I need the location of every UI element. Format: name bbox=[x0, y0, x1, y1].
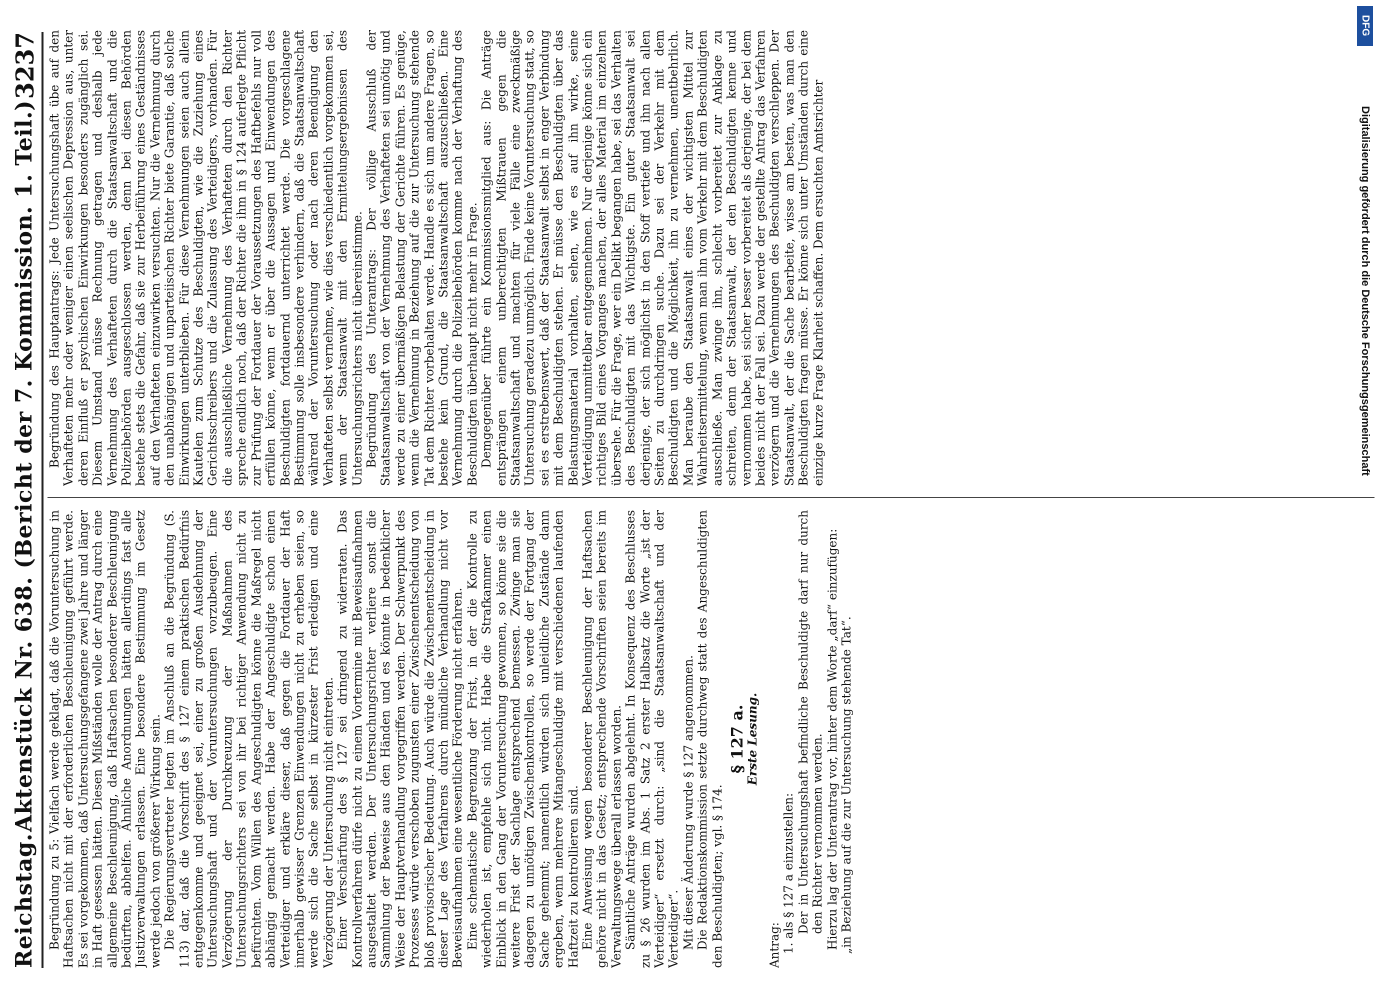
paragraph: Die Redaktionskommission setzte durchweg statt des Angeschuldigten den Beschuldigten; vgl. § 174. bbox=[695, 510, 725, 968]
paragraph: Der in Untersuchungshaft befindliche Beschuldigte darf nur durch den Richter vernommen werden. bbox=[796, 510, 825, 934]
paragraph: Sämtliche Anträge wurden abgelehnt. In Konsequenz des Beschlusses zu § 26 wurden im Abs. 1 Satz 2 erster Halbsatz die Worte „ist der Verteidiger“ ersetzt durch: „sind die Staatsanwaltschaft und der Verteidiger“. bbox=[623, 510, 681, 968]
paragraph: Einer Verschärfung des § 127 sei dringend zu widerraten. Das Kontrollverfahren dürfe nicht zu einem Vortermine mit Beweisaufnahmen ausgestaltet werden. Der Untersuchungsrichter verliere sonst die Sammlung der Beweise aus den Händen und es könnte in bedenklicher Weise der Hauptverhandlung vorgegriffen werden. Der Schwerpunkt des Prozesses würde verschoben zugunsten einer Zwischenentscheidung von bloß provisorischer Bedeutung. Auch würde die Zwischenentscheidung in dieser Lage des Verfahrens durch mündliche Verhandlung nicht vor Beweisaufnahmen eine wesentliche Förderung nicht erfahren. bbox=[335, 510, 465, 968]
paragraph: Mit dieser Änderung wurde § 127 angenommen. bbox=[681, 655, 696, 950]
right-column bbox=[48, 30, 1375, 486]
paragraph: Die Regierungsvertreter legten im Anschluß an die Begründung (S. 113) dar, daß die Vorschrift des § 127 einem praktischen Bedürfnis entgegenkomme und geeignet sei, einer zu großen Ausdehnung der Untersuchungshaft und der Voruntersuchungen vorzubeugen. Eine Verzögerung der Durchkreuzung der Maßnahmen des Untersuchungsrichters sei von ihr bei richtiger Anwendung nicht zu befürchten. Vom Willen des Angeschuldigten könne die Maßregel nicht abhängig gemacht werden. Habe der Angeschuldigte schon einen Verteidiger und erkläre dieser, daß gegen die Fortdauer der Haft innerhalb gewisser Grenzen Einwendungen nicht zu erheben seien, so werde sich die Sache selbst in kürzester Frist erledigen und eine Verzögerung der Untersuchung nicht eintreten. bbox=[162, 510, 336, 968]
dfg-logo: DFG bbox=[1357, 6, 1373, 46]
paragraph: 1. als § 127 a einzustellen: bbox=[781, 792, 796, 954]
running-header bbox=[8, 32, 44, 968]
page-number: 3237 bbox=[10, 32, 39, 99]
digitization-text: Digitalisierung gefördert durch die Deutsche Forschungsgemeinschaft bbox=[1359, 106, 1371, 476]
paragraph: Begründung des Hauptantrags: Jede Untersuchungshaft übe auf den Verhafteten mehr oder weniger einen seelischen Depression aus, unter deren Einfluß er psychischen Einwirkungen besonders zugänglich sei. Diesem Umstand müsse Rechnung getragen und deshalb jede Vernehmung des Verhafteten durch die Staatsanwaltschaft und die Polizeibehörden ausgeschlossen werden, denn bei diesen Behörden bestehe stets die Gefahr, daß sie zur Herbeiführung eines Geständnisses auf den Verhafteten einzuwirken versuchten. Nur die Vernehmung durch den unabhängigen und unparteiischen Richter biete Garantie, daß solche Einwirkungen unterblieben. Für diese Vernehmungen seien auch allein Kautelen zum Schutze des Beschuldigten, wie die Zuziehung eines Gerichtsschreibers und die Zulassung des Verteidigers, vorhanden. Für die ausschließliche Vernehmung des Verhafteten durch den Richter spreche endlich noch, daß der Richter die ihm in § 124 auferlegte Pflicht zur Prüfung der Fortdauer der Voraussetzungen des Haftbefehls nur voll erfüllen könne, wenn er über die Aussagen und Einwendungen des Beschuldigten fortdauernd unterrichtet werde. Die vorgeschlagene Bestimmung solle insbesondere verhindern, daß die Staatsanwaltschaft während der Voruntersuchung oder nach deren Beendigung den Verhafteten selbst vernehme, wie dies verschiedentlich vorgekommen sei, wenn der Staatsanwalt mit den Ermittelungsergebnissen des Untersuchungsrichters nicht übereinstimme. bbox=[47, 30, 365, 486]
paragraph: Hierzu lag der Unterantrag vor, hinter dem Worte „darf“ einzufügen: bbox=[825, 528, 840, 950]
paragraph: Eine Anweisung wegen besonderer Beschleunigung der Haftsachen gehöre nicht in das Gesetz; entsprechende Vorschriften seien bereits im Verwaltungswege überall erlassen worden. bbox=[580, 510, 624, 968]
paragraph: Begründung zu 5: Vielfach werde geklagt, daß die Voruntersuchung in Haftsachen nicht mit der erforderlichen Beschleunigung geführt werde. Es sei vorgekommen, daß Untersuchungsgefangene zwei Jahre und länger in Haft gesessen hätten. Diesen Mißständen wolle der Antrag durch eine allgemeine Beschleunigung, daß Haftsachen besonderer Beschleunigung bedürften, abhelfen. Ähnliche Anordnungen hätten allerdings fast alle Justizverwaltungen erlassen. Eine besondere Bestimmung im Gesetz werde jedoch von größerer Wirkung sein. bbox=[47, 510, 163, 968]
section-subheading: Erste Lesung. bbox=[745, 692, 759, 786]
paragraph: Eine schematische Begrenzung der Frist, in der die Kontrolle zu wiederholen ist, empfehle sich nicht. Habe die Strafkammer einen Einblick in den Gang der Voruntersuchung gewonnen, so könne sie die weitere Frist der Sachlage entsprechend bemessen. Zwinge man sie dagegen zu unnötigen Zwischenkontrollen, so werde der Fortgang der Sache gehemmt; namentlich würden sich unleidliche Zustände dann ergeben, wenn mehrere Mitangeschuldigte mit verschiedenen laufenden Haftzeit zu kontrollieren sind. bbox=[465, 510, 581, 968]
paragraph: Begründung des Unterantrags: Der völlige Ausschluß der Staatsanwaltschaft von der Vernehmung des Verhafteten sei unnötig und werde zu einer übermäßigen Belastung der Gerichte führen. Es genüge, wenn die Vernehmung in Beziehung auf die zur Untersuchung stehende Tat dem Richter vorbehalten werde. Handle es sich um andere Fragen, so bestehe kein Grund, die Staatsanwaltschaft auszuschließen. Eine Vernehmung durch die Polizeibehörden komme nach der Verhaftung des Beschuldigten überhaupt nicht mehr in Frage. bbox=[364, 30, 480, 486]
paragraph: Demgegenüber führte ein Kommissionsmitglied aus: Die Anträge entsprängen einem unberechtigten Mißtrauen gegen die Staatsanwaltschaft und machten für viele Fälle eine zweckmäßige Untersuchung geradezu unmöglich. Finde keine Voruntersuchung statt, so sei es erstrebenswert, daß der Staatsanwalt selbst in enger Verbindung mit dem Beschuldigten stehen. Er müsse den Beschuldigten über das Belastungsmaterial vorhalten, sehen, wie es auf ihn wirke, seine Verteidigung unmittelbar entgegennehmen. Nur derjenige könne sich ein richtiges Bild eines Vorganges machen, der alles Material im einzelnen übersehe. Für die Frage, wer ein Delikt begangen habe, sei das Verhalten des Beschuldigten mit das Wichtigste. Ein guter Staatsanwalt sei derjenige, der sich möglichst in den Stoff vertiefe und ihn nach allen Seiten zu durchdringen suche. Dazu sei der Verkehr mit dem Beschuldigten und die Möglichkeit, ihn zu vernehmen, unentbehrlich. Man beraube den Staatsanwalt eines der wichtigsten Mittel zur Wahrheitsermittelung, wenn man ihn vom Verkehr mit dem Beschuldigten ausschließe. Man zwinge ihn, schlecht vorbereitet zur Anklage zu schreiten, denn der Staatsanwalt, der den Beschuldigten kenne und vernommen habe, sei sicher besser vorbereitet als derjenige, der bei dem beides nicht der Fall sei. Dazu werde der gestellte Antrag das Verfahren verzögern und die Vernehmungen des Beschuldigten verschleppen. Der Staatsanwalt, der die Sache bearbeite, wisse am besten, was man den Beschuldigten fragen müsse. Er könne sich unter Umständen durch eine einzige kurze Frage Klarheit schaffen. Dem ersuchten Amtsrichter bbox=[479, 30, 826, 486]
section-heading: § 127 a. bbox=[727, 704, 747, 774]
digitization-note bbox=[1351, 0, 1379, 1000]
column-separator bbox=[48, 497, 1375, 498]
header-left: Reichstag. bbox=[11, 833, 38, 968]
paragraph: „in Beziehung auf die zur Untersuchung stehende Tat“. bbox=[839, 616, 854, 954]
paragraph: Antrag: bbox=[767, 922, 782, 968]
left-column bbox=[48, 510, 1375, 968]
header-title: Aktenstück Nr. 638. (Bericht der 7. Kommission. 1. Teil.) bbox=[11, 99, 38, 832]
